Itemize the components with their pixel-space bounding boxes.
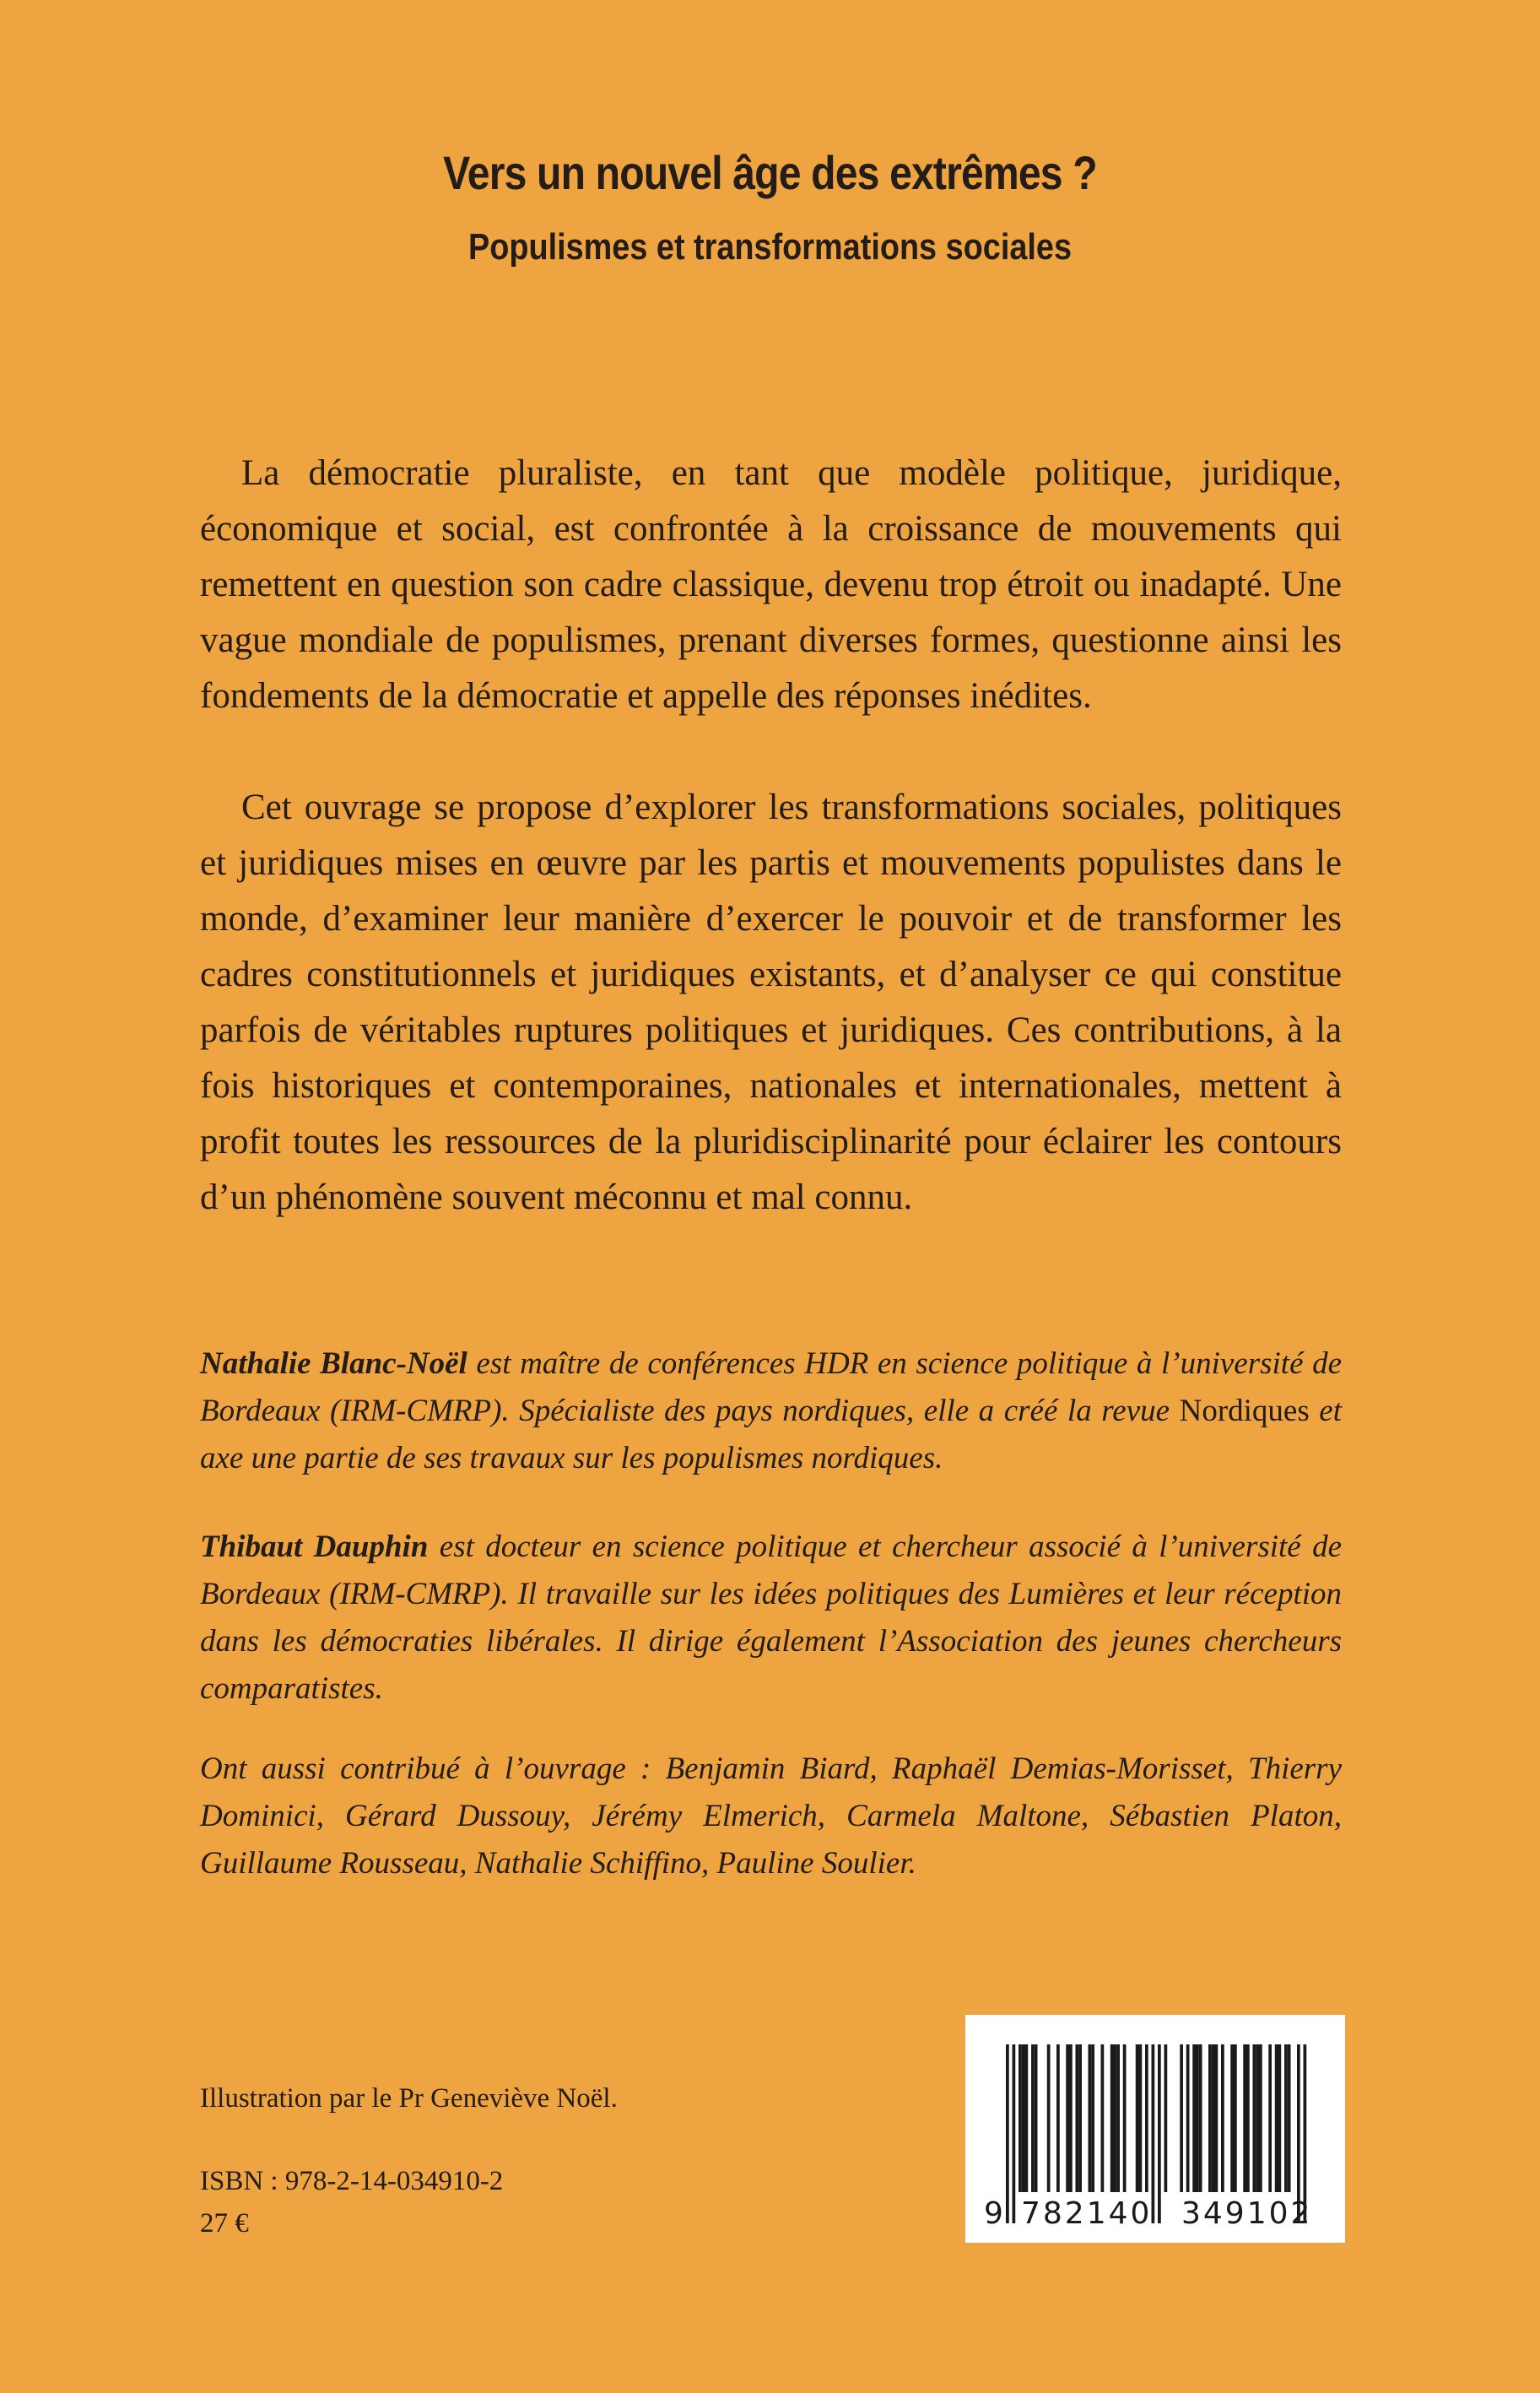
barcode-bar	[1091, 2044, 1094, 2192]
barcode-bar	[1006, 2044, 1009, 2223]
barcode-bar	[1208, 2044, 1212, 2192]
barcode-bar	[1196, 2044, 1199, 2192]
author-bio-2	[200, 1524, 1342, 1713]
barcode-bar	[1164, 2044, 1168, 2192]
book-subtitle: Populismes et transformations sociales	[467, 226, 1072, 268]
barcode-bar	[1035, 2044, 1038, 2192]
barcode-bar	[1145, 2044, 1148, 2192]
barcode-bar	[1069, 2044, 1073, 2192]
barcode-bar	[1019, 2044, 1022, 2192]
barcode-graphic	[965, 2015, 1345, 2243]
barcode-bar	[1284, 2044, 1288, 2192]
author-name: Nathalie Blanc-Noël	[200, 1346, 467, 1381]
barcode-bar	[1243, 2044, 1246, 2192]
isbn: ISBN : 978-2-14-034910-2	[200, 2166, 504, 2196]
author-bio-1	[200, 1340, 1342, 1482]
illustration-credit: Illustration par le Pr Geneviève Noël.	[200, 2083, 618, 2114]
barcode-bar	[1246, 2044, 1250, 2192]
barcode-bar	[1078, 2044, 1082, 2192]
barcode-bar	[1288, 2044, 1291, 2192]
summary-paragraph-1	[200, 446, 1342, 724]
barcode-first-digit: 9	[984, 2196, 1003, 2231]
barcode-bar	[1275, 2044, 1278, 2192]
barcode-bar	[1158, 2044, 1161, 2223]
barcode-bar	[1268, 2044, 1272, 2192]
barcode-bar	[1180, 2044, 1183, 2192]
barcode-bar	[1259, 2044, 1262, 2192]
barcode-bar	[1116, 2044, 1120, 2192]
barcode-bar	[1136, 2044, 1139, 2192]
barcode-bar	[1114, 2044, 1117, 2192]
barcode-bar	[1278, 2044, 1282, 2192]
barcode-bar	[1089, 2044, 1092, 2192]
barcode-bar	[1256, 2044, 1259, 2192]
barcode-bar	[1234, 2044, 1237, 2192]
barcode-bar	[1212, 2044, 1215, 2192]
author-bio-text: est maître de conférences HDR en science politique à l’université de Bordeaux (IRM-CMRP). Spécialiste des pays nordiques, elle a créé la revue	[200, 1346, 1343, 1428]
barcode-bar	[1199, 2044, 1202, 2192]
barcode-bar	[1139, 2044, 1143, 2192]
price: 27 €	[200, 2208, 249, 2239]
author-bio-text: et axe une partie de ses travaux sur les populismes nordiques.	[200, 1394, 1342, 1475]
barcode-bar	[1253, 2044, 1256, 2192]
barcode-bar	[1047, 2044, 1051, 2192]
author-name: Thibaut Dauphin	[200, 1529, 429, 1564]
barcode-bar	[1123, 2044, 1127, 2192]
barcode-bar	[1031, 2044, 1035, 2192]
isbn-barcode	[965, 2015, 1345, 2243]
barcode-bar	[1056, 2044, 1060, 2192]
barcode-bar	[1013, 2044, 1016, 2223]
barcode-bar	[1066, 2044, 1069, 2192]
barcode-bar	[1186, 2044, 1190, 2192]
barcode-bar	[1221, 2044, 1224, 2192]
author-bio-text: est docteur en science politique et chercheur associé à l’université de Bordeaux (IRM-CMRP). Il travaille sur les idées politiques des Lumières et leur réception dans les démocraties libérales. Il dirige également l’Association des jeunes chercheurs comparatistes.	[200, 1529, 1342, 1706]
barcode-bar	[1110, 2044, 1114, 2192]
barcode-bar	[1022, 2044, 1025, 2192]
barcode-bar	[1101, 2044, 1105, 2192]
summary-text: Cet ouvrage se propose d’explorer les transformations sociales, politiques et juridiques mises en œuvre par les partis et mouvements populistes dans le monde, d’examiner leur manière d’exercer le pouvoir et de transformer les cadres constitutionnels et juridiques existants, et d’analyser ce qui constitue parfois de véritables ruptures politiques et juridiques. Ces contributions, à la fois historiques et contemporaines, nationales et internationales, mettent à profit toutes les ressources de la pluridisciplinarité pour éclairer les contours d’un phénomène souvent méconnu et mal connu.	[200, 788, 1342, 1217]
book-title: Vers un nouvel âge des extrêmes ?	[443, 146, 1097, 199]
barcode-left-digits: 782140	[1021, 2196, 1153, 2231]
barcode-bar	[1192, 2044, 1196, 2192]
contributors-list: Ont aussi contribué à l’ouvrage : Benjamin Biard, Raphaël Demias-Morisset, Thierry Dominici, Gérard Dussouy, Jérémy Elmerich, Carmela Maltone, Sébastien Platon, Guillaume Rousseau, Nathalie Schiffino, Pauline Soulier.	[200, 1751, 1342, 1881]
barcode-bar	[1025, 2044, 1029, 2192]
summary-text: La démocratie pluraliste, en tant que modèle politique, juridique, économique et social, est confrontée à la croissance de mouvements qui remettent en question son cadre classique, devenu trop étroit ou inadapté. Une vague mondiale de populismes, prenant diverses formes, questionne ainsi les fondements de la démocratie et appelle des réponses inédites.	[200, 453, 1342, 716]
barcode-bar	[1215, 2044, 1218, 2192]
summary-paragraph-2	[200, 780, 1342, 1226]
barcode-bar	[1076, 2044, 1079, 2192]
barcode-bar	[1230, 2044, 1234, 2192]
journal-name: Nordiques	[1179, 1394, 1310, 1428]
barcode-right-digits: 349102	[1181, 2196, 1313, 2231]
